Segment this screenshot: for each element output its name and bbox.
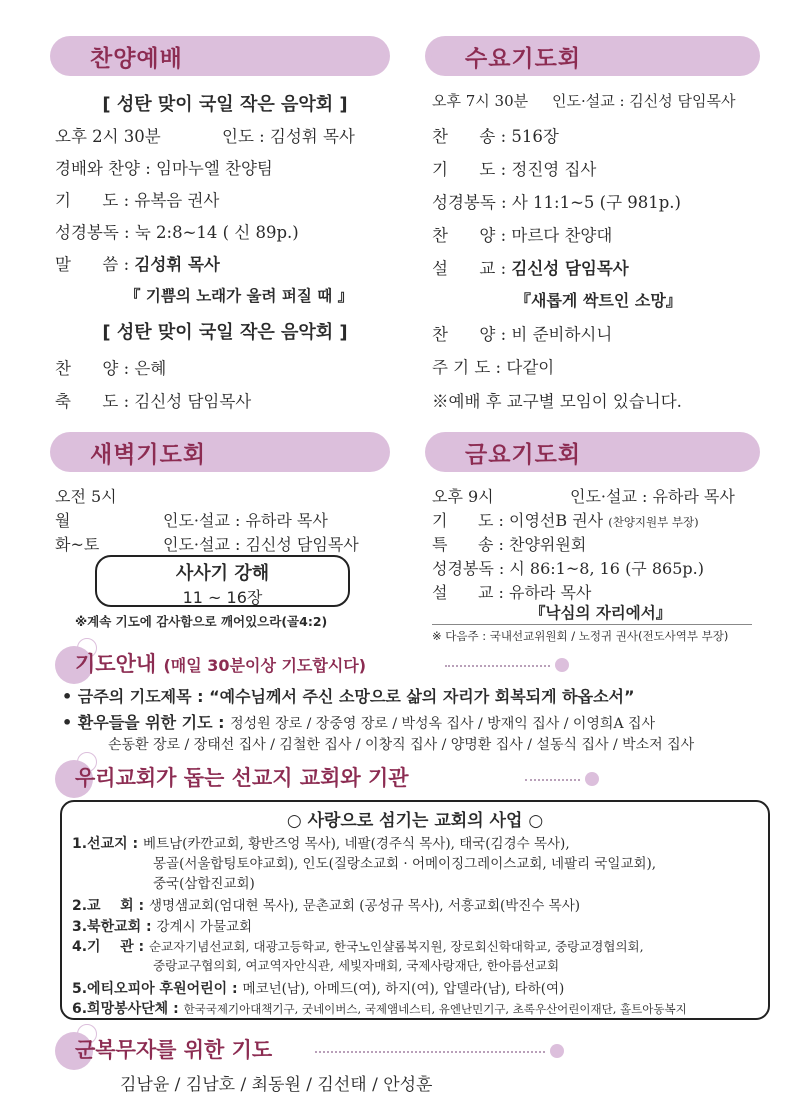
sunday-row: 찬 양 : 은혜 — [55, 359, 167, 378]
dawn-verse-note: ※계속 기도에 감사함으로 깨어있으라(골4:2) — [75, 614, 328, 629]
day-label: 월 — [55, 511, 71, 530]
sunday-row: 성경봉독 : 눅 2:8~14 ( 신 89p.) — [55, 223, 299, 242]
sunday-leader: 인도 : 김성휘 목사 — [222, 127, 355, 146]
prayer-guide-title — [75, 648, 366, 678]
friday-prayer-banner — [425, 432, 760, 472]
row-value: 유하라 목사 — [509, 583, 592, 602]
day-value: 인도·설교 : 김신성 담임목사 — [163, 535, 359, 554]
mission-label: 5.에티오피아 후원어린이 : — [72, 981, 243, 997]
row-value: 김신성 담임목사 — [134, 392, 252, 411]
row-label: 성경봉독 — [432, 559, 494, 578]
row-label: 주 기 도 — [432, 358, 491, 377]
lecture-chapters: 11 ~ 16장 — [182, 588, 263, 607]
friday-row: 기 도 : 이영선B 권사 (찬양지원부 부장) — [432, 511, 699, 530]
row-label: 찬 송 — [432, 127, 496, 146]
sunday-row: 말 씀 : 김성휘 목사 — [55, 255, 220, 274]
mission-line: 베트남(카깐교회, 황반즈엉 목사), 네팔(경주식 목사), 태국(김경수 목사), — [142, 836, 570, 852]
sunday-worship-title: 찬양예배 — [90, 46, 183, 72]
dawn-prayer-banner — [50, 432, 390, 472]
row-label: 설 교 — [432, 583, 494, 602]
friday-row: 성경봉독 : 시 86:1~8, 16 (구 865p.) — [432, 559, 704, 578]
dawn-row-mon — [55, 508, 328, 531]
row-label: 특 송 — [432, 535, 494, 554]
missions-box-title: ○ 사랑으로 섬기는 교회의 사업 ○ — [286, 811, 544, 831]
row-value: 시 86:1~8, 16 (구 865p.) — [509, 559, 704, 578]
sick-prayer — [62, 710, 655, 733]
mission-row-4-cont: 중랑교구협의회, 여교역자안식관, 세빛자매회, 국제사랑재단, 한아름선교회 — [153, 958, 560, 973]
wednesday-row: 기 도 : 정진영 집사 — [432, 160, 597, 179]
prayer-topic-label: • 금주의 기도제목 : — [62, 687, 210, 706]
concert-title: [ 성탄 맞이 국일 작은 음악회 ] — [102, 94, 348, 115]
lecture-box — [95, 555, 350, 607]
mission-row-1-cont: 몽골(서울합팅토야교회), 인도(질랑소교회 · 어메이징그레이스교회, 네팔리 국일교회), — [153, 856, 657, 872]
sunday-worship-banner — [50, 36, 390, 76]
wednesday-row: 성경봉독 : 사 11:1~5 (구 981p.) — [432, 193, 681, 212]
row-value: 다같이 — [506, 358, 555, 377]
wednesday-row: 설 교 : 김신성 담임목사 — [432, 259, 629, 278]
row-value: 이영선B 권사 — [509, 511, 604, 530]
row-label: 성경봉독 — [55, 223, 119, 242]
mission-line: 한국국제기아대책기구, 굿네이버스, 국제앰네스티, 유엔난민기구, 초록우산어린이재단, 홀트아동복지 — [183, 1002, 687, 1016]
wednesday-prayer-title: 수요기도회 — [465, 46, 582, 72]
row-value: 은혜 — [134, 359, 167, 378]
mission-row-3 — [72, 915, 252, 936]
row-value: 임마누엘 찬양팀 — [156, 159, 273, 178]
mission-row-1 — [72, 832, 570, 853]
mission-row-6 — [72, 998, 687, 1018]
row-value: 사 11:1~5 (구 981p.) — [511, 193, 681, 212]
prayer-guide-subtitle: (매일 30분이상 기도합시다) — [163, 656, 367, 675]
mission-line: 메코넌(남), 아메드(여), 하지(여), 압델라(남), 타하(여) — [242, 981, 565, 997]
mission-label: 2.교 회 : — [72, 898, 149, 914]
row-label: 기 도 — [432, 511, 494, 530]
friday-prayer-title: 금요기도회 — [465, 442, 582, 468]
row-value: 김신성 담임목사 — [511, 259, 629, 278]
missions-header — [55, 762, 775, 796]
row-value: 찬양위원회 — [509, 535, 587, 554]
sunday-row: 축 도 : 김신성 담임목사 — [55, 392, 252, 411]
soldiers-prayer-title: 군복무자를 위한 기도 — [75, 1038, 273, 1062]
sick-prayer-line1: 정성원 장로 / 장중영 장로 / 박성옥 집사 / 방재익 집사 / 이영희A 집사 — [230, 716, 656, 732]
mission-label: 1.선교지 : — [72, 836, 143, 852]
sunday-time: 오후 2시 30분 — [55, 127, 161, 146]
dawn-row-tue-sat — [55, 532, 359, 555]
friday-row: 설 교 : 유하라 목사 — [432, 583, 592, 602]
dotted-leader — [315, 1051, 545, 1053]
friday-next-week: ※ 다음주 : 국내선교위원회 / 노정귀 권사(전도사역부 부장) — [432, 629, 729, 643]
mission-label: 3.북한교회 : — [72, 919, 157, 935]
mission-line: 강계시 가물교회 — [156, 919, 253, 935]
friday-divider — [432, 624, 752, 625]
sick-prayer-label: • 환우들을 위한 기도 : — [62, 713, 231, 732]
wednesday-row: 찬 송 : 516장 — [432, 127, 559, 146]
prayer-topic — [62, 684, 635, 707]
row-label: 찬 양 — [432, 325, 496, 344]
dawn-prayer-title: 새벽기도회 — [90, 442, 207, 468]
mission-row-1-cont: 중국(삼합진교회) — [153, 876, 255, 892]
dotted-leader — [445, 665, 550, 667]
end-dot-decor — [585, 772, 599, 786]
missions-box — [60, 800, 770, 1020]
row-value: 유복음 권사 — [134, 191, 220, 210]
prayer-guide-title-text: 기도안내 — [75, 652, 157, 676]
row-value: 정진영 집사 — [511, 160, 597, 179]
row-extra: (찬양지원부 부장) — [608, 515, 699, 529]
end-dot-decor — [555, 658, 569, 672]
sunday-sermon-title: 『 기쁨의 노래가 울려 퍼질 때 』 — [125, 287, 354, 305]
wednesday-row: 주 기 도 : 다같이 — [432, 358, 555, 377]
dawn-time: 오전 5시 — [55, 487, 117, 506]
dotted-leader — [525, 779, 580, 781]
wednesday-row: 찬 양 : 마르다 찬양대 — [432, 226, 613, 245]
mission-row-4 — [72, 936, 644, 956]
row-value: 516장 — [511, 127, 559, 146]
row-label: 기 도 — [432, 160, 496, 179]
row-value: 김성휘 목사 — [134, 255, 220, 274]
wednesday-row: 찬 양 : 비 준비하시니 — [432, 325, 613, 344]
concert-title-2: [ 성탄 맞이 국일 작은 음악회 ] — [102, 322, 348, 343]
soldiers-prayer-header — [55, 1034, 775, 1068]
wednesday-prayer-banner — [425, 36, 760, 76]
prayer-guide-header — [55, 648, 775, 682]
sick-prayer-cont: 손동환 장로 / 장태선 집사 / 김철한 집사 / 이창직 집사 / 양명환 집사 / 설동식 집사 / 박소저 집사 — [108, 737, 695, 753]
friday-time: 오후 9시 — [432, 487, 494, 506]
prayer-topic-value: “예수님께서 주신 소망으로 삶의 자리가 회복되게 하옵소서” — [209, 687, 635, 706]
day-label: 화~토 — [55, 535, 100, 554]
row-label: 찬 양 — [55, 359, 119, 378]
row-value: 비 준비하시니 — [511, 325, 613, 344]
row-label: 축 도 — [55, 392, 119, 411]
friday-leader: 인도·설교 : 유하라 목사 — [570, 487, 735, 506]
row-label: 찬 양 — [432, 226, 496, 245]
wednesday-note: ※예배 후 교구별 모임이 있습니다. — [432, 392, 682, 411]
soldiers-names: 김남윤 / 김남호 / 최동원 / 김선태 / 안성훈 — [120, 1075, 433, 1095]
sunday-row: 경배와 찬양 : 임마누엘 찬양팀 — [55, 159, 273, 178]
friday-row: 특 송 : 찬양위원회 — [432, 535, 587, 554]
row-label: 성경봉독 — [432, 193, 496, 212]
row-label: 경배와 찬양 — [55, 159, 140, 178]
row-label: 설 교 — [432, 259, 496, 278]
mission-label: 6.희망봉사단체 : — [72, 1001, 184, 1017]
missions-title: 우리교회가 돕는 선교지 교회와 기관 — [75, 766, 409, 790]
friday-sermon-title: 『낙심의 자리에서』 — [530, 604, 672, 622]
day-value: 인도·설교 : 유하라 목사 — [163, 511, 328, 530]
mission-row-5 — [72, 977, 564, 998]
mission-line: 순교자기념선교회, 대광고등학교, 한국노인샬롬복지원, 장로회신학대학교, 중랑교경협의회, — [148, 939, 644, 954]
wednesday-sermon-title: 『새롭게 싹트인 소망』 — [515, 291, 682, 310]
mission-row-2 — [72, 894, 580, 915]
row-label: 말 씀 — [55, 255, 119, 274]
wednesday-time-leader: 오후 7시 30분 인도·설교 : 김신성 담임목사 — [432, 92, 736, 110]
sunday-row: 기 도 : 유복음 권사 — [55, 187, 219, 211]
mission-line: 생명샘교회(엄대현 목사), 문촌교회 (공성규 목사), 서흥교회(박진수 목사) — [148, 898, 581, 914]
row-value: 눅 2:8~14 ( 신 89p.) — [134, 223, 299, 242]
end-dot-decor — [550, 1044, 564, 1058]
mission-label: 4.기 관 : — [72, 939, 149, 955]
lecture-title: 사사기 강해 — [175, 563, 270, 584]
row-label: 기 도 — [55, 191, 119, 210]
row-value: 마르다 찬양대 — [511, 226, 613, 245]
